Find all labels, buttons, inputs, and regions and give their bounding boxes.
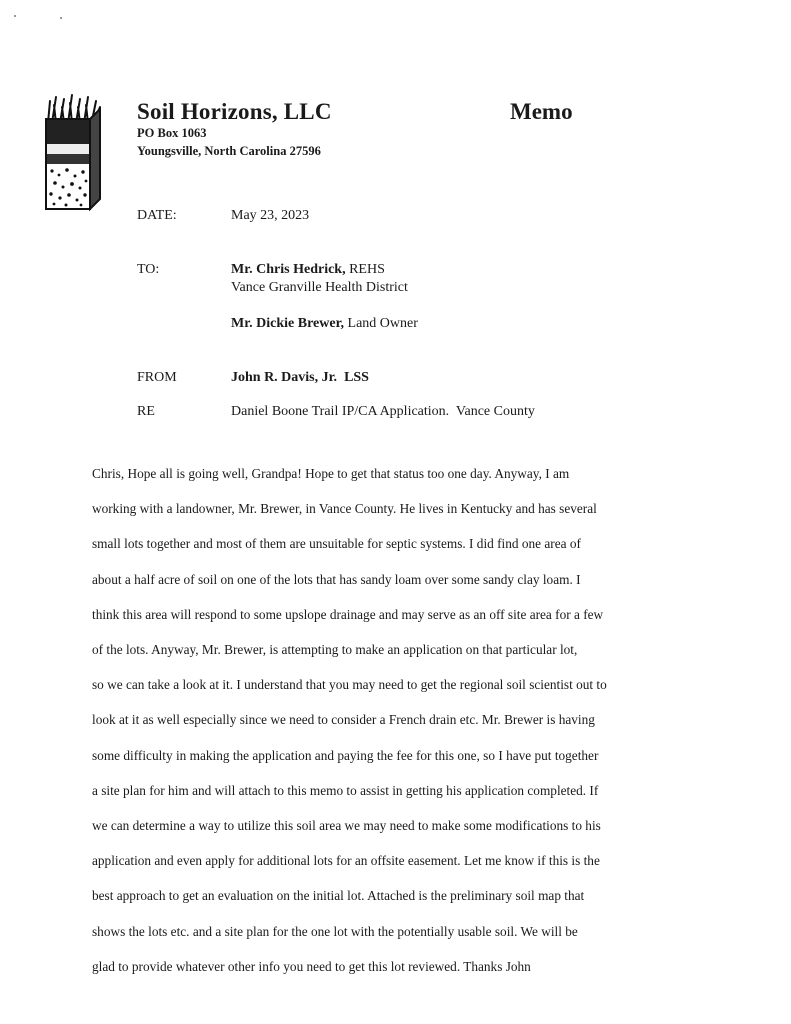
recipient-1-organization: Vance Granville Health District (231, 280, 408, 295)
body-line: best approach to get an evaluation on the initial lot. Attached is the preliminary soil map that (92, 888, 585, 904)
sender (231, 370, 369, 386)
company-name: Soil Horizons, LLC (137, 99, 332, 124)
document-type-heading: Memo (510, 99, 573, 124)
body-line: shows the lots etc. and a site plan for the one lot with the potentially usable soil. We will be (92, 923, 578, 939)
body-line: so we can take a look at it. I understand that you may need to get the regional soil scientist out to (92, 677, 607, 693)
address-line-2: Youngsville, North Carolina 27596 (137, 144, 321, 158)
recipient-2-name: Mr. Dickie Brewer, (231, 316, 345, 331)
body-line: a site plan for him and will attach to this memo to assist in getting his application completed. If (92, 782, 599, 798)
sender-name: John R. Davis, Jr. (231, 370, 338, 385)
recipient-1 (231, 262, 385, 278)
soil-profile-logo-icon (44, 93, 102, 213)
body-line: small lots together and most of them are unsuitable for septic systems. I did find one area of (92, 536, 581, 552)
scan-speck (14, 15, 16, 17)
body-line: working with a landowner, Mr. Brewer, in Vance County. He lives in Kentucky and has several (92, 501, 597, 517)
date-label: DATE: (137, 208, 177, 223)
body-line: look at it as well especially since we need to consider a French drain etc. Mr. Brewer is having (92, 712, 595, 728)
recipient-1-title: REHS (345, 262, 385, 277)
to-label: TO: (137, 262, 160, 277)
body-line: some difficulty in making the application and paying the fee for this one, so I have put together (92, 747, 599, 763)
subject-line: Daniel Boone Trail IP/CA Application. Vance County (231, 404, 535, 419)
recipient-2 (231, 316, 418, 332)
scan-speck (60, 17, 62, 19)
body-line: think this area will respond to some upslope drainage and may serve as an off site area for a few (92, 606, 604, 622)
body-line: Chris, Hope all is going well, Grandpa! Hope to get that status too one day. Anyway, I am (92, 466, 570, 481)
body-line: glad to provide whatever other info you need to get this lot reviewed. Thanks John (92, 958, 531, 974)
body-line: of the lots. Anyway, Mr. Brewer, is attempting to make an application on that particular lot, (92, 642, 578, 658)
from-label: FROM (137, 370, 177, 385)
body-line: we can determine a way to utilize this soil area we may need to make some modifications to his (92, 818, 601, 834)
sender-title: LSS (337, 370, 369, 385)
date-value: May 23, 2023 (231, 208, 310, 223)
recipient-1-name: Mr. Chris Hedrick, (231, 262, 346, 277)
re-label: RE (137, 404, 155, 419)
address-line-1: PO Box 1063 (137, 126, 207, 140)
body-line: about a half acre of soil on one of the lots that has sandy loam over some sandy clay loam. I (92, 571, 581, 587)
body-line: application and even apply for additional lots for an offsite easement. Let me know if this is the (92, 853, 600, 869)
recipient-2-title: Land Owner (344, 316, 418, 331)
memo-body (92, 456, 708, 984)
